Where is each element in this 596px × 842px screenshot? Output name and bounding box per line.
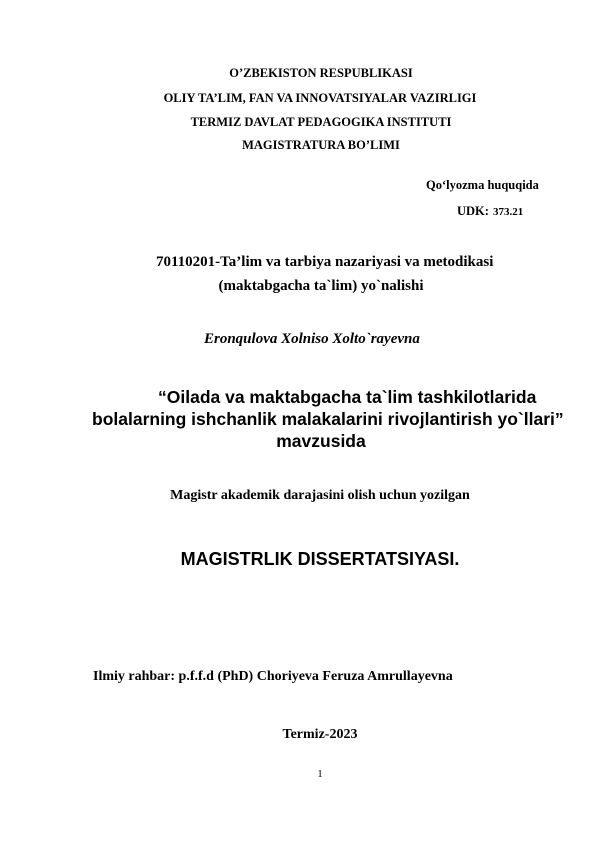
scientific-supervisor: Ilmiy rahbar: p.f.f.d (PhD) Choriyeva Feruza Amrullayevna [93, 669, 453, 684]
document-type: MAGISTRLIK DISSERTATSIYASI. [180, 549, 460, 569]
manuscript-rights-label: Qo‘lyozma huquqida [426, 178, 539, 192]
place-and-year: Termiz-2023 [282, 727, 358, 742]
udk-value: 373.21 [492, 206, 524, 218]
page-number: 1 [317, 768, 323, 780]
header-line-institute: TERMIZ DAVLAT PEDAGOGIKA INSTITUTI [190, 115, 452, 129]
specialty-line-2: (maktabgacha ta`lim) yo`nalishi [218, 278, 424, 294]
header-line-republic: O’ZBEKISTON RESPUBLIKASI [229, 66, 413, 80]
thesis-title-line-2: bolalarning ishchanlik malakalarini rivojlantirish yo`llari” [92, 409, 564, 429]
header-line-ministry: OLIY TA’LIM, FAN VA INNOVATSIYALAR VAZIRLIGI [163, 91, 477, 105]
thesis-title-line-3: mavzusida [276, 431, 366, 451]
specialty-line-1: 70110201-Ta’lim va tarbiya nazariyasi va metodikasi [156, 254, 494, 270]
author-name: Eronqulova Xolniso Xolto`rayevna [204, 331, 420, 347]
udk-label: UDK: [457, 204, 489, 218]
thesis-title-line-1: “Oilada va maktabgacha ta`lim tashkilotlarida [158, 387, 537, 407]
udk-code [457, 202, 523, 220]
degree-purpose: Magistr akademik darajasini olish uchun yozilgan [170, 488, 470, 503]
header-line-department: MAGISTRATURA BO’LIMI [242, 138, 400, 152]
